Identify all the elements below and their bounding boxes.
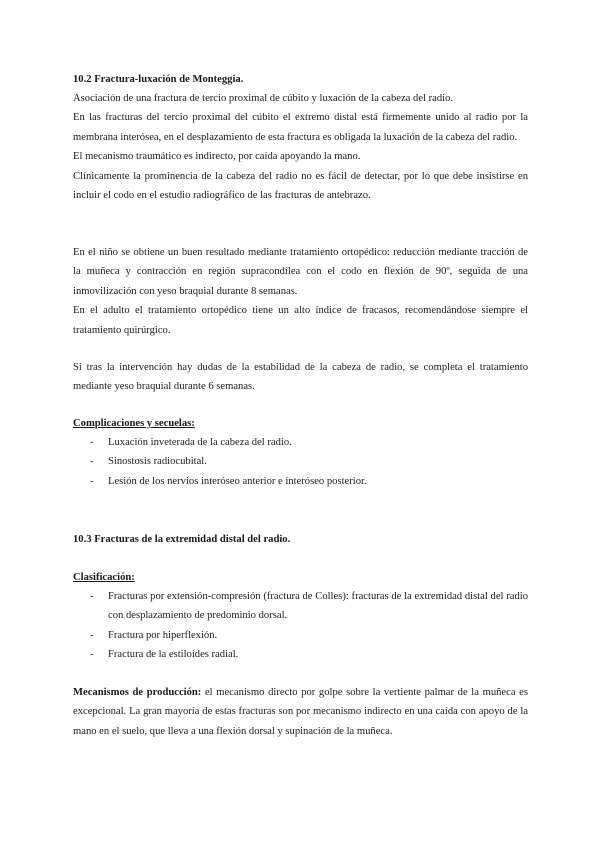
dash-bullet: - bbox=[90, 591, 94, 602]
mechanisms-paragraph bbox=[73, 683, 528, 741]
paragraph: En el adulto el tratamiento ortopédico tiene un alto índice de fracasos, recomendándose siempre el tratamiento quirúrgico. bbox=[73, 305, 528, 336]
paragraph: Clínicamente la prominencia de la cabeza del radio no es fácil de detectar, por lo que debe insistirse en incluir el codo en el estudio radiográfico de las fracturas de antebrazo. bbox=[73, 170, 528, 202]
complications-heading: Complicaciones y secuelas: bbox=[73, 418, 195, 429]
section-10-2-heading: 10.2 Fractura-luxación de Monteggia. bbox=[73, 74, 244, 85]
complications-list bbox=[73, 433, 528, 491]
paragraph: En el niño se obtiene un buen resultado mediante tratamiento ortopédico: reducción mediante tracción de la muñeca y contracción en región supracondílea con el codo en flexión de 90º, seguida de una inmovilización con yeso braquial durante 8 semanas. bbox=[73, 247, 528, 297]
treatment-body bbox=[73, 243, 528, 340]
list-item: - Sinostosis radiocubital. bbox=[73, 452, 528, 471]
dash-bullet: - bbox=[90, 629, 94, 641]
dash-bullet: - bbox=[90, 475, 94, 487]
dash-bullet: - bbox=[90, 456, 94, 468]
mechanisms-text: el mecanismo directo por golpe sobre la vertiente palmar de la muñeca es excepcional. La gran mayoría de estas fracturas son por mecanismo indirecto en una caída con apoyo de la mano en el suelo, que lleva a una flexión dorsal y supinación de la muñeca. bbox=[73, 687, 528, 737]
list-item: - Fractura de la estiloides radial. bbox=[73, 645, 528, 664]
classification-list bbox=[73, 587, 528, 665]
dash-bullet: - bbox=[90, 437, 94, 448]
paragraph: El mecanismo traumático es indirecto, por caída apoyando la mano. bbox=[73, 151, 361, 163]
list-item: - Fracturas por extensión-compresión (fractura de Colles): fracturas de la extremidad distal del radio con desplazamiento de predominio dorsal. bbox=[73, 587, 528, 626]
classification-heading: Clasificación: bbox=[73, 572, 135, 583]
list-item: - Lesión de los nervios interóseo anterior e interóseo posterior. bbox=[73, 472, 528, 491]
paragraph: Asociación de una fractura de tercio proximal de cúbito y luxación de la cabeza del radio. bbox=[73, 93, 454, 104]
dash-bullet: - bbox=[90, 649, 94, 661]
paragraph: En las fracturas del tercio proximal del cúbito el extremo distal está firmemente unido al radio por la membrana interósea, en el desplazamiento de esta fractura es obligada la luxación de la cabeza del radio. bbox=[73, 112, 528, 143]
section-10-3-heading: 10.3 Fracturas de la extremidad distal del radio. bbox=[73, 534, 291, 545]
list-item: - Luxación inveterada de la cabeza del radio. bbox=[73, 433, 528, 452]
followup-paragraph: Si tras la intervención hay dudas de la estabilidad de la cabeza de radio, se completa el tratamiento mediante yeso braquial durante 6 semanas. bbox=[73, 362, 528, 393]
list-item: - Fractura por hiperflexión. bbox=[73, 626, 528, 645]
mechanisms-label: Mecanismos de producción: bbox=[73, 687, 202, 698]
section-10-2-body bbox=[73, 89, 528, 205]
